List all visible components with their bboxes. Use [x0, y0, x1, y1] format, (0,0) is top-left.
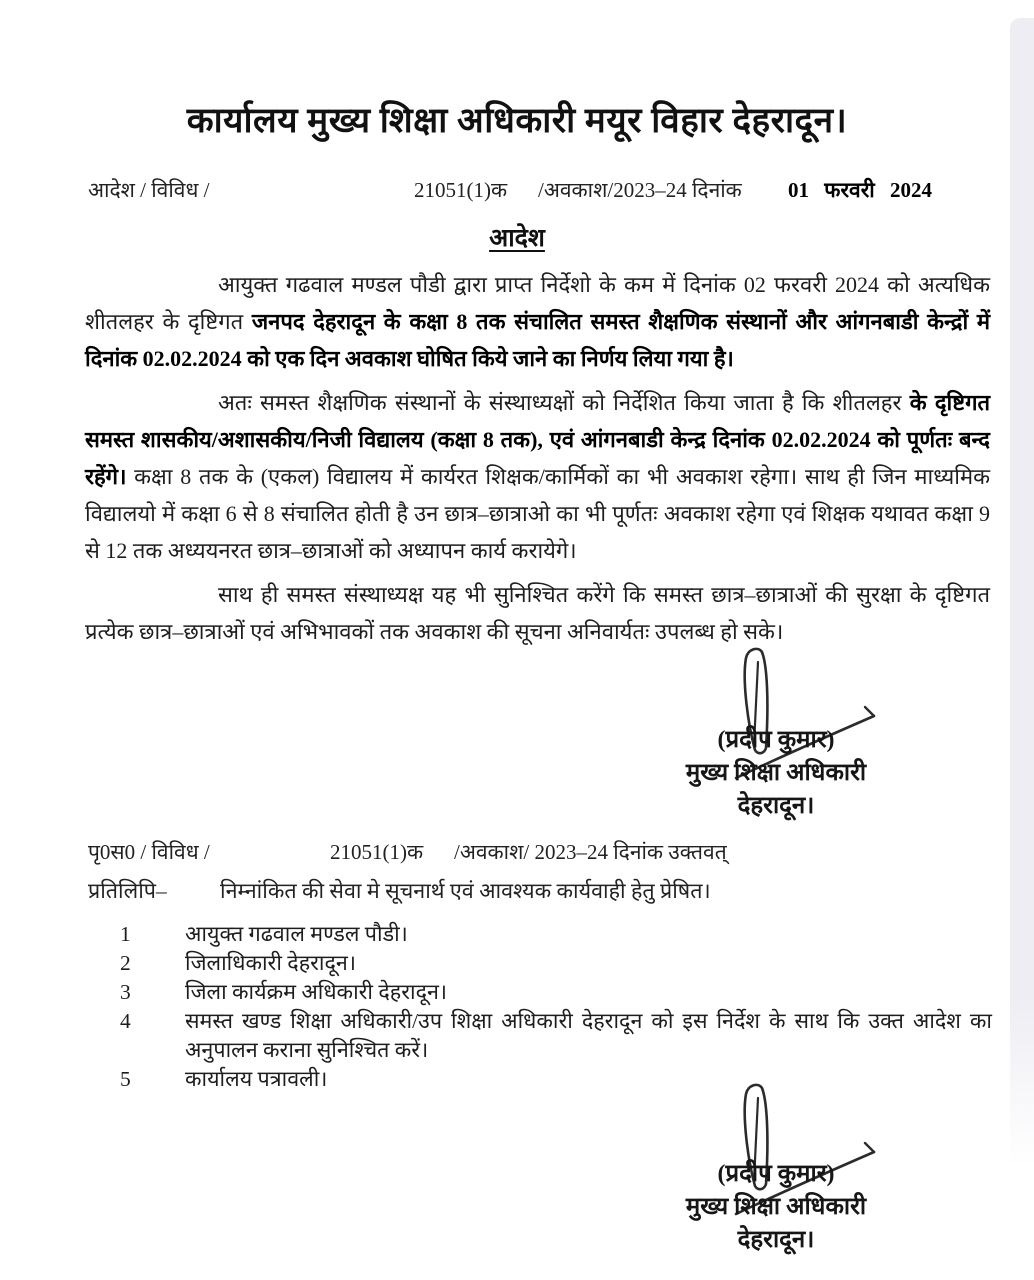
- list-item-text: जिला कार्यक्रम अधिकारी देहरादून।: [185, 980, 448, 1004]
- reference-line-top: [88, 176, 994, 206]
- office-title: कार्यालय मुख्य शिक्षा अधिकारी मयूर विहार देहरादून।: [186, 101, 848, 140]
- list-item: [120, 1065, 992, 1094]
- signatory-designation: मुख्य शिक्षा अधिकारी: [685, 760, 867, 786]
- p2-bold-text: के दृष्टिगत समस्त शासकीय/अशासकीय/निजी विद्यालय (कक्षा 8 तक), एवं आंगनबाडी केन्द्र दिनांक 02.02.2024 को पूर्णतः बन्द रहेंगे।: [85, 390, 990, 489]
- reference-line-bottom: [88, 838, 994, 868]
- signatory-name: (प्रदीप कुमार): [717, 1161, 835, 1187]
- p1-normal-text: आयुक्त गढवाल मण्डल पौडी द्वारा प्राप्त निर्देशो के कम में दिनांक 02 फरवरी 2024 को अत्यधिक शीतलहर के दृष्टिगत: [85, 272, 990, 334]
- list-item-text: कार्यालय पत्रावली।: [185, 1067, 328, 1091]
- list-item-number: 3: [120, 980, 131, 1004]
- list-item: [120, 978, 992, 1007]
- signature-block-bottom: [626, 1158, 926, 1257]
- list-item-number: 1: [120, 922, 131, 946]
- signature-block-top: [626, 724, 926, 823]
- paragraph-1: [85, 266, 990, 377]
- copy-label: प्रतिलिपि–: [88, 879, 167, 903]
- copy-recipients-list: [120, 920, 992, 1094]
- ref-bottom-number: 21051(1)क: [330, 840, 424, 864]
- ref-bottom-date-label: /अवकाश/ 2023–24 दिनांक उक्तवत्: [454, 840, 727, 864]
- p2-normal-text-1: अतः समस्त शैक्षणिक संस्थानों के संस्थाध्यक्षों को निर्देशित किया जाता है कि शीतलहर: [218, 390, 910, 415]
- ref-bottom-category: पृ0स0 / विविध /: [88, 840, 210, 864]
- list-item-number: 2: [120, 951, 131, 975]
- list-item-number: 5: [120, 1067, 131, 1091]
- order-heading: आदेश: [489, 225, 545, 252]
- list-item: [120, 920, 992, 949]
- list-item-number: 4: [120, 1009, 131, 1033]
- list-item-text: जिलाधिकारी देहरादून।: [185, 951, 356, 975]
- list-item-text: समस्त खण्ड शिक्षा अधिकारी/उप शिक्षा अधिकारी देहरादून को इस निर्देश के साथ कि उक्त आदेश का अनुपालन कराना सुनिश्चित करें।: [185, 1009, 992, 1062]
- paragraph-2: [85, 384, 990, 569]
- p2-normal-text-2: कक्षा 8 तक के (एकल) विद्यालय में कार्यरत शिक्षक/कार्मिकों का भी अवकाश रहेगा। साथ ही जिन माध्यमिक विद्यालयो में कक्षा 6 से 8 संचालित होती है उन छात्र–छात्राओ का भी पूर्णतः अवकाश रहेगा एवं शिक्षक यथावत कक्षा 9 से 12 तक अध्ययनरत छात्र–छात्राओं को अध्यापन कार्य करायेगे।: [85, 464, 990, 563]
- ref-category: आदेश / विविध /: [88, 178, 210, 202]
- signatory-place: देहरादून।: [737, 793, 815, 819]
- ref-subject-date-label: /अवकाश/2023–24 दिनांक: [538, 178, 742, 202]
- list-item-text: आयुक्त गढवाल मण्डल पौडी।: [185, 922, 408, 946]
- signatory-designation: मुख्य शिक्षा अधिकारी: [685, 1194, 867, 1220]
- p1-bold-text: जनपद देहरादून के कक्षा 8 तक संचालित समस्त शैक्षणिक संस्थानों और आंगनबाडी केन्द्रों में दिनांक 02.02.2024 को एक दिन अवकाश घोषित किये जाने का निर्णय लिया गया है।: [85, 309, 990, 371]
- order-body: [85, 266, 990, 657]
- signatory-place: देहरादून।: [737, 1227, 815, 1253]
- signatory-name: (प्रदीप कुमार): [717, 727, 835, 753]
- scan-edge-shadow: [1010, 18, 1034, 1168]
- list-item: [120, 1007, 992, 1065]
- ref-number: 21051(1)क: [414, 178, 508, 202]
- copy-text: निम्नांकित की सेवा मे सूचनार्थ एवं आवश्यक कार्यवाही हेतु प्रेषित।: [220, 879, 711, 903]
- issue-date: 01 फरवरी 2024: [788, 178, 932, 202]
- list-item: [120, 949, 992, 978]
- paragraph-3: साथ ही समस्त संस्थाध्यक्ष यह भी सुनिश्चित करेंगे कि समस्त छात्र–छात्राओं की सुरक्षा के दृष्टिगत प्रत्येक छात्र–छात्राओं एवं अभिभावकों तक अवकाश की सूचना अनिवार्यतः उपलब्ध हो सके।: [85, 582, 990, 644]
